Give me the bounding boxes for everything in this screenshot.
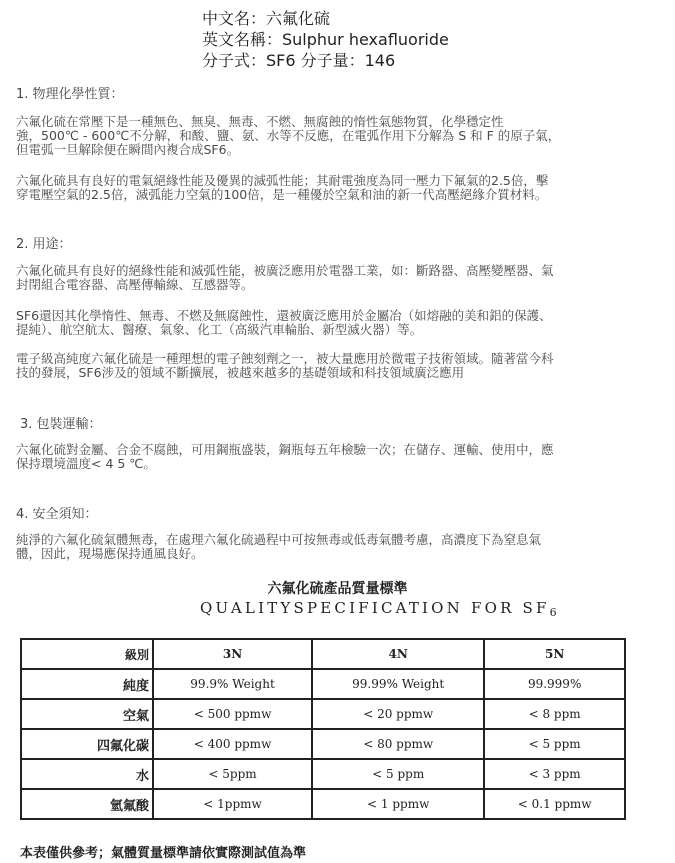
section-4-title: 4. 安全須知： [16, 507, 98, 522]
table-cell: < 0.1 ppmw [484, 789, 625, 819]
table-cell: < 3 ppm [484, 759, 625, 789]
table-row [21, 759, 625, 789]
section-2-title: 2. 用途： [16, 237, 72, 252]
section-2-paragraph-2: SF6還因其化學惰性、無毒、不燃及無腐蝕性，還被廣泛應用於金屬冶（如熔融的美和鋁的保護、 提純）、航空航太、醫療、氣象、化工（高級汽車輪胎、新型滅火器）等。 [16, 308, 552, 337]
header-3n: 3N [153, 639, 312, 669]
table-cell: 99.99% Weight [312, 669, 484, 699]
row-label: 純度 [21, 669, 153, 699]
section-4-paragraph-1: 純淨的六氟化硫氣體無毒，在處理六氟化硫過程中可按無毒或低毒氣體考慮，高濃度下為窒息氣 體，因此，現場應保持通風良好。 [16, 532, 542, 561]
disclaimer-note: 本表僅供參考；氣體質量標準請依實際測試值為準 [20, 846, 307, 861]
english-name: 英文名稱：Sulphur hexafluoride [202, 30, 449, 49]
product-header [202, 8, 449, 71]
table-cell: < 1 ppmw [312, 789, 484, 819]
section-2-paragraph-3: 電子級高純度六氟化硫是一種理想的電子蝕刻劑之一，被大量應用於微電子技術領域。隨著當今科 技的發展，SF6涉及的領域不斷擴展，被越來越多的基礎領域和科技領域廣泛應用 [16, 351, 554, 380]
table-row [21, 729, 625, 759]
header-grade: 級別 [21, 639, 153, 669]
table-cell: < 500 ppmw [153, 699, 312, 729]
table-cell: 99.999% [484, 669, 625, 699]
row-label: 四氟化碳 [21, 729, 153, 759]
table-cell: < 400 ppmw [153, 729, 312, 759]
section-3-title: 3. 包裝運輸： [20, 417, 102, 432]
section-2-paragraph-1: 六氟化硫具有良好的絕緣性能和滅弧性能，被廣泛應用於電器工業，如：斷路器、高壓變壓器、氣 封閉組合電容器、高壓傳輸線、互感器等。 [16, 263, 554, 292]
section-3-paragraph-1: 六氟化硫對金屬、合金不腐蝕，可用鋼瓶盛裝，鋼瓶每五年檢驗一次；在儲存、運輸、使用中，應 保持環境溫度< 4 5 ℃。 [16, 442, 554, 471]
table-cell: < 5 ppm [312, 759, 484, 789]
section-1-title: 1. 物理化學性質： [16, 87, 124, 102]
table-cell: < 5ppm [153, 759, 312, 789]
table-cell: < 8 ppm [484, 699, 625, 729]
section-1-paragraph-1: 六氟化硫在常壓下是一種無色、無臭、無毒、不燃、無腐蝕的惰性氣態物質，化學穩定性 強，500℃ - 600℃不分解，和酸、鹽、氨、水等不反應，在電弧作用下分解為 S 和 F 的原子氣， 但電弧一旦解除便在瞬間內複合成SF6。 [16, 114, 561, 157]
spec-title-chinese: 六氟化硫產品質量標準 [267, 581, 408, 597]
table-cell: < 20 ppmw [312, 699, 484, 729]
table-row [21, 789, 625, 819]
table-header-row [21, 639, 625, 669]
row-label: 空氣 [21, 699, 153, 729]
section-1-paragraph-2: 六氟化硫具有良好的電氣絕緣性能及優異的滅弧性能；其耐電強度為同一壓力下氟氣的2.5倍，擊 穿電壓空氣的2.5倍，滅弧能力空氣的100倍，是一種優於空氣和油的新一代高壓絕緣介質材料。 [16, 173, 549, 202]
quality-spec-table [20, 638, 626, 820]
table-row [21, 669, 625, 699]
chinese-name: 中文名：六氟化硫 [202, 9, 331, 28]
header-5n: 5N [484, 639, 625, 669]
table-cell: < 1ppmw [153, 789, 312, 819]
row-label: 水 [21, 759, 153, 789]
table-cell: < 5 ppm [484, 729, 625, 759]
molecular-formula: 分子式：SF6 分子量：146 [202, 51, 396, 70]
table-cell: 99.9% Weight [153, 669, 312, 699]
table-cell: < 80 ppmw [312, 729, 484, 759]
spec-title-english: QUALITYSPECIFICATION FOR $SF_6$ [200, 599, 557, 619]
header-4n: 4N [312, 639, 484, 669]
table-row [21, 699, 625, 729]
row-label: 氫氟酸 [21, 789, 153, 819]
